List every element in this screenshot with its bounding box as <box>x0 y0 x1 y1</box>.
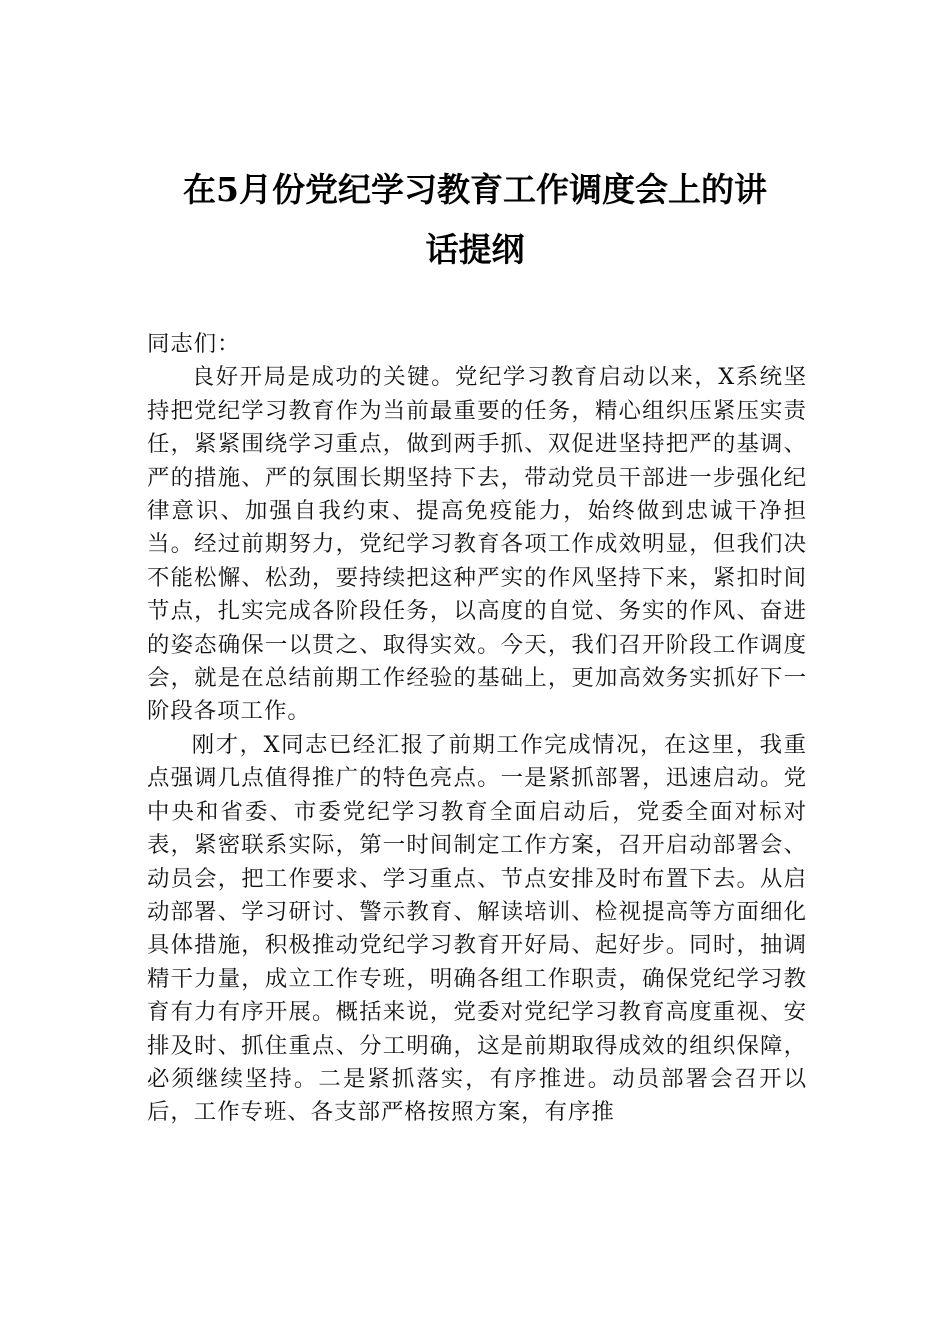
paragraph-1: 良好开局是成功的关键。党纪学习教育启动以来，X系统坚持把党纪学习教育作为当前最重要的任务，精心组织压紧压实责任，紧紧围绕学习重点，做到两手抓、双促进坚持把严的基调、严的措施、严的氛围长期坚持下去，带动党员干部进一步强化纪律意识、加强自我约束、提高免疫能力，始终做到忠诚干净担当。经过前期努力，党纪学习教育各项工作成效明显，但我们决不能松懈、松劲，要持续把这种严实的作风坚持下来，紧扣时间节点，扎实完成各阶段任务，以高度的自觉、务实的作风、奋进的姿态确保一以贯之、取得实效。今天，我们召开阶段工作调度会，就是在总结前期工作经验的基础上，更加高效务实抓好下一阶段各项工作。 <box>147 364 807 725</box>
salutation: 同志们： <box>147 331 241 357</box>
paragraph-2: 刚才，X同志已经汇报了前期工作完成情况，在这里，我重点强调几点值得推广的特色亮点。一是紧抓部署，迅速启动。党中央和省委、市委党纪学习教育全面启动后，党委全面对标对表，紧密联系实际，第一时间制定工作方案，召开启动部署会、动员会，把工作要求、学习重点、节点安排及时布置下去。从启动部署、学习研讨、警示教育、解读培训、检视提高等方面细化具体措施，积极推动党纪学习教育开好局、起好步。同时，抽调精干力量，成立工作专班，明确各组工作职责，确保党纪学习教育有力有序开展。概括来说，党委对党纪学习教育高度重视、安排及时、抓住重点、分工明确，这是前期取得成效的组织保障，必须继续坚持。二是紧抓落实，有序推进。动员部署会召开以后，工作专班、各支部严格按照方案，有序推 <box>147 731 807 1126</box>
title-line-2: 话提纲 <box>425 230 525 269</box>
title-line-1: 在5月份党纪学习教育工作调度会上的讲 <box>183 170 767 209</box>
document-title <box>140 160 810 280</box>
document-body <box>147 328 807 1130</box>
